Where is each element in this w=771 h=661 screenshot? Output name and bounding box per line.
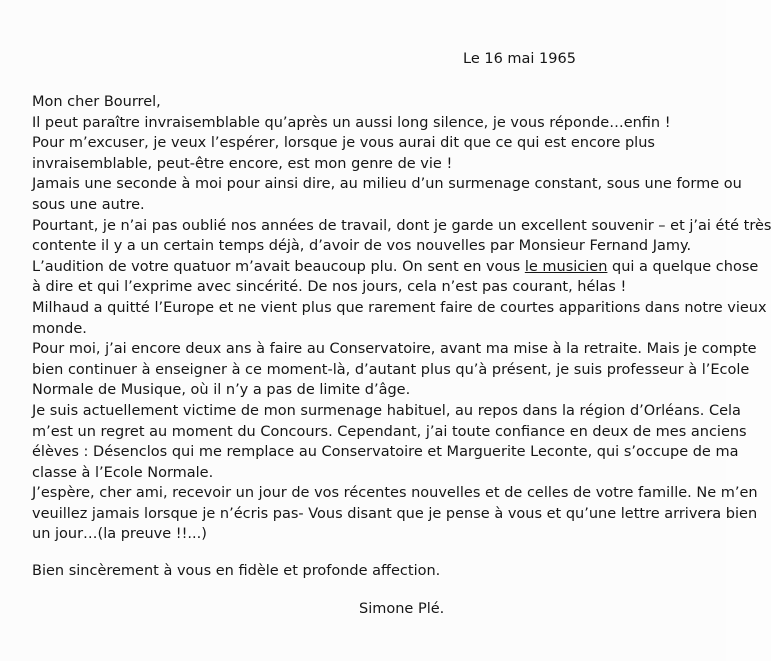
body-line-part: L’audition de votre quatuor m’avait beaucoup plu. On sent en vous [32,258,525,275]
letter-body [32,92,771,545]
body-line-part: qui a quelque chose [607,258,759,275]
body-line-with-underline [32,257,759,278]
body-line: Pour moi, j’ai encore deux ans à faire au Conservatoire, avant ma mise à la retraite. Mais je compte [32,341,757,358]
body-line: m’est un regret au moment du Concours. Cependant, j’ai toute confiance en deux de mes anciens [32,423,747,440]
body-line: bien continuer à enseigner à ce moment-là, d’autant plus qu’à présent, je suis professeur à l’Ecole [32,361,750,378]
body-line: J’espère, cher ami, recevoir un jour de vos récentes nouvelles et de celles de votre famille. Ne m’en [32,485,758,502]
body-line: invraisemblable, peut-être encore, est mon genre de vie ! [32,155,453,172]
body-line: Milhaud a quitté l’Europe et ne vient plus que rarement faire de courtes apparitions dans notre vieux [32,299,767,316]
underlined-phrase: le musicien [524,258,608,275]
body-line: élèves : Désenclos qui me remplace au Conservatoire et Marguerite Leconte, qui s’occupe de ma [32,444,739,461]
body-line: Normale de Musique, où il n’y a pas de limite d’âge. [32,382,411,399]
letter-date: Le 16 mai 1965 [463,51,576,67]
body-line: à dire et qui l’exprime avec sincérité. De nos jours, cela n’est pas courant, hélas ! [32,279,627,296]
salutation: Mon cher Bourrel, [32,94,161,110]
body-line: veuillez jamais lorsque je n’écris pas- Vous disant que je pense à vous et qu’une lettre arrivera bien [32,505,758,522]
body-line: monde. [32,320,87,337]
closing-line: Bien sincèrement à vous en fidèle et profonde affection. [32,563,441,579]
body-line: Je suis actuellement victime de mon surmenage habituel, au repos dans la région d’Orléans. Cela [32,402,741,419]
body-line: contente il y a un certain temps déjà, d’avoir de vos nouvelles par Monsieur Fernand Jamy. [32,238,692,255]
body-line: Pour m’excuser, je veux l’espérer, lorsque je vous aurai dit que ce qui est encore plus [32,135,655,152]
body-line: Pourtant, je n’ai pas oublié nos années de travail, dont je garde un excellent souvenir – et j’ai été très [32,217,771,234]
body-line: Il peut paraître invraisemblable qu’après un aussi long silence, je vous réponde…enfin ! [32,114,671,131]
body-line: classe à l’Ecole Normale. [32,464,214,481]
body-line: un jour…(la preuve !!...) [32,526,207,543]
signature: Simone Plé. [359,601,445,617]
body-line: sous une autre. [32,196,145,213]
body-line: Jamais une seconde à moi pour ainsi dire, au milieu d’un surmenage constant, sous une forme ou [32,176,742,193]
